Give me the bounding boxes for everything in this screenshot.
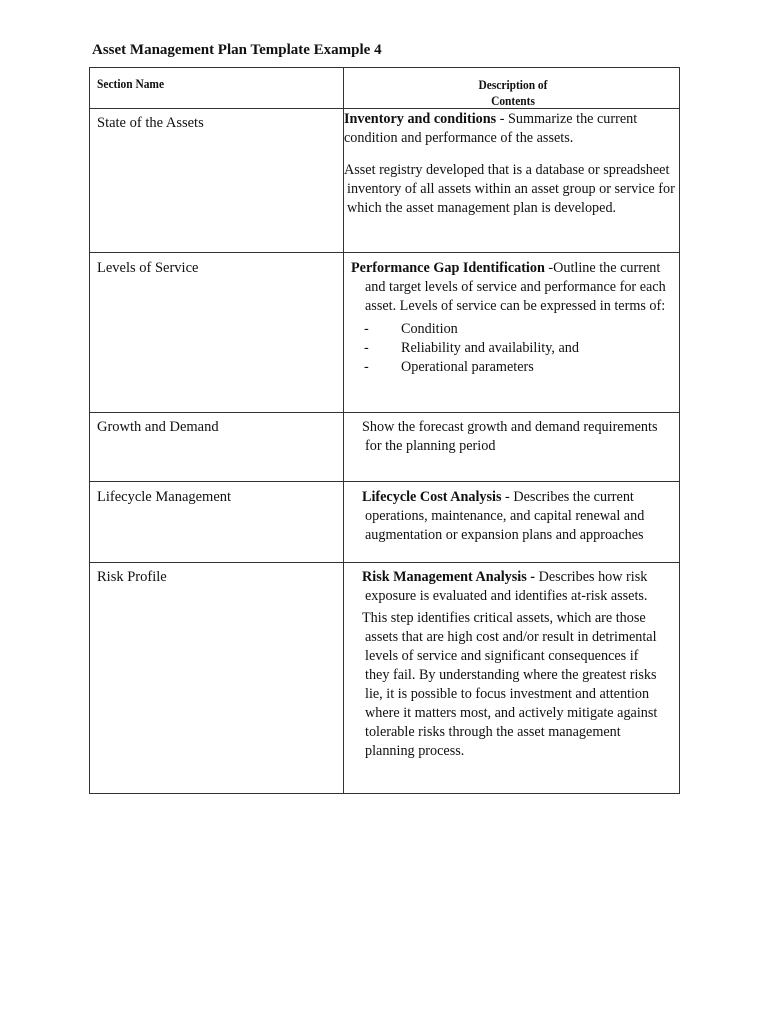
description-text: - Summarize the current condition and performance of the assets. xyxy=(344,111,638,146)
section-name-levels-of-service: Levels of Service xyxy=(97,260,199,276)
description-state-of-assets xyxy=(344,110,676,218)
list-item xyxy=(364,358,673,377)
list-item xyxy=(364,339,673,358)
column-header-section-name: Section Name xyxy=(97,76,165,91)
description-paragraph xyxy=(362,418,662,456)
description-risk-profile xyxy=(362,568,672,761)
section-name-state-of-assets: State of the Assets xyxy=(97,115,204,131)
header-row-divider xyxy=(89,108,680,109)
dash-bullet: - xyxy=(364,321,369,337)
row-divider xyxy=(89,252,680,253)
description-paragraph-extra xyxy=(344,161,676,218)
description-paragraph-extra xyxy=(362,609,665,761)
description-text-extra: Asset registry developed that is a database or spreadsheet inventory of all assets within an asset group or service for which the asset management plan is developed. xyxy=(344,162,675,216)
description-paragraph xyxy=(362,568,672,606)
section-name-lifecycle-management: Lifecycle Management xyxy=(97,489,232,505)
column-header-description-line1: Description of xyxy=(478,77,548,92)
list-item xyxy=(364,320,673,339)
description-paragraph xyxy=(351,259,673,316)
document-title: Asset Management Plan Template Example 4 xyxy=(92,42,382,58)
list-item-text: Condition xyxy=(401,321,458,337)
description-paragraph xyxy=(362,488,670,545)
description-growth-and-demand xyxy=(362,418,662,456)
description-heading: Risk Management Analysis - xyxy=(362,569,536,585)
column-header-description xyxy=(458,77,569,109)
service-terms-list xyxy=(351,320,673,377)
description-levels-of-service xyxy=(351,259,673,377)
description-text: Describes how risk exposure is evaluated and identifies at-risk assets. xyxy=(365,569,648,604)
description-text: -Outline the current and target levels of service and performance for each asset. Levels of service can be expressed in terms of: xyxy=(365,260,666,314)
description-heading: Lifecycle Cost Analysis xyxy=(362,489,502,505)
list-item-text: Reliability and availability, and xyxy=(401,340,579,356)
dash-bullet: - xyxy=(364,359,369,375)
description-heading: Inventory and conditions xyxy=(344,111,497,127)
description-paragraph xyxy=(344,110,676,148)
list-item-text: Operational parameters xyxy=(401,359,534,375)
section-name-growth-and-demand: Growth and Demand xyxy=(97,419,219,435)
row-divider xyxy=(89,412,680,413)
row-divider xyxy=(89,481,680,482)
dash-bullet: - xyxy=(364,340,369,356)
description-text-extra: This step identifies critical assets, which are those assets that are high cost and/or result in detrimental levels of service and significant consequences if they fail. By understanding where the greatest risks lie, it is possible to focus investment and attention where it matters most, and actively mitigate against tolerable risks through the asset management planning process. xyxy=(362,610,658,759)
description-text: - Describes the current operations, maintenance, and capital renewal and augmentation or expansion plans and approaches xyxy=(365,489,645,543)
section-name-risk-profile: Risk Profile xyxy=(97,569,167,585)
description-text: Show the forecast growth and demand requirements for the planning period xyxy=(362,419,658,454)
column-header-description-line2: Contents xyxy=(491,93,535,108)
description-heading: Performance Gap Identification xyxy=(351,260,545,276)
row-divider xyxy=(89,562,680,563)
description-lifecycle-management xyxy=(362,488,670,545)
